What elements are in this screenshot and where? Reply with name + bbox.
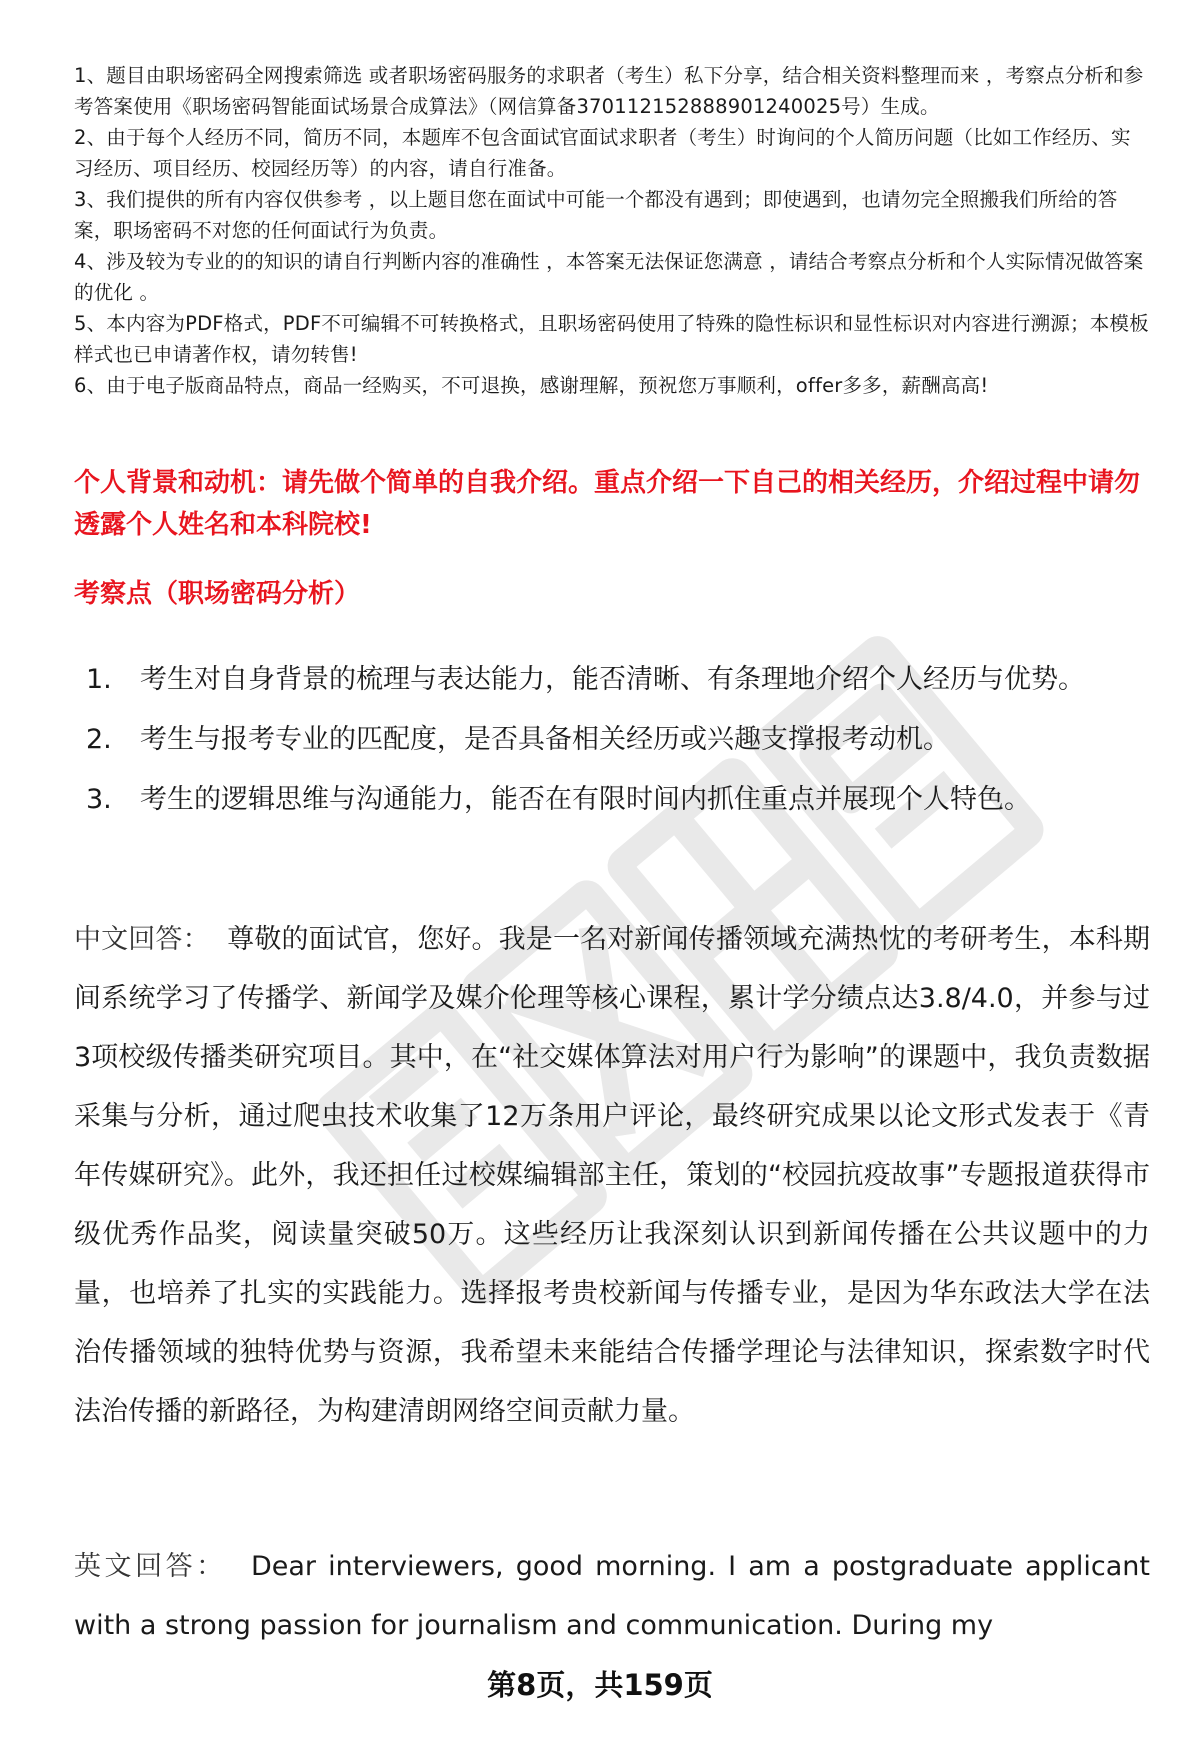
point-text: 考生与报考专业的匹配度，是否具备相关经历或兴趣支撑报考动机。 [140, 724, 950, 755]
point-number: 3. [86, 784, 112, 815]
analysis-point [74, 650, 1150, 710]
disclaimer-item: 1、题目由职场密码全网搜索筛选 或者职场密码服务的求职者（考生）私下分享，结合相关资料整理而来 ，考察点分析和参考答案使用《职场密码智能面试场景合成算法》（网信算备370112152888901240025号）生成。 [74, 64, 1144, 118]
point-text: 考生对自身背景的梳理与表达能力，能否清晰、有条理地介绍个人经历与优势。 [140, 664, 1085, 695]
disclaimer-item: 6、由于电子版商品特点，商品一经购买，不可退换，感谢理解，预祝您万事顺利，offer多多，薪酬高高! [74, 374, 989, 397]
analysis-point [74, 770, 1150, 830]
disclaimer-item: 5、本内容为PDF格式，PDF不可编辑不可转换格式，且职场密码使用了特殊的隐性标识和显性标识对内容进行溯源；本模板样式也已申请著作权，请勿转售! [74, 312, 1149, 366]
disclaimer-item: 2、由于每个人经历不同，简历不同，本题库不包含面试官面试求职者（考生）时询问的个人简历问题（比如工作经历、实习经历、项目经历、校园经历等）的内容，请自行准备。 [74, 126, 1131, 180]
analysis-point [74, 710, 1150, 770]
point-text: 考生的逻辑思维与沟通能力，能否在有限时间内抓住重点并展现个人特色。 [140, 784, 1031, 815]
point-number: 1. [86, 664, 112, 695]
disclaimer-item: 4、涉及较为专业的的知识的请自行判断内容的准确性 ，本答案无法保证您满意 ，请结合考察点分析和个人实际情况做答案的优化 。 [74, 250, 1144, 304]
disclaimer-item: 3、我们提供的所有内容仅供参考 ，以上题目您在面试中可能一个都没有遇到；即使遇到，也请勿完全照搬我们所给的答案，职场密码不对您的任何面试行为负责。 [74, 188, 1118, 242]
english-answer-label: 英文回答： [74, 1551, 227, 1582]
interview-question: 个人背景和动机：请先做个简单的自我介绍。重点介绍一下自己的相关经历，介绍过程中请勿透露个人姓名和本科院校! [74, 468, 1141, 540]
english-answer [74, 1537, 1150, 1655]
chinese-answer-label: 中文回答： [74, 924, 210, 955]
analysis-heading: 考察点（职场密码分析） [74, 579, 361, 609]
disclaimer-list [74, 60, 1150, 401]
analysis-points [74, 650, 1150, 830]
chinese-answer [74, 910, 1150, 1441]
point-number: 2. [86, 724, 112, 755]
chinese-answer-text: 尊敬的面试官，您好。我是一名对新闻传播领域充满热忱的考研考生，本科期间系统学习了传播学、新闻学及媒介伦理等核心课程，累计学分绩点达3.8/4.0，并参与过3项校级传播类研究项目。其中，在“社交媒体算法对用户行为影响”的课题中，我负责数据采集与分析，通过爬虫技术收集了12万条用户评论，最终研究成果以论文形式发表于《青年传媒研究》。此外，我还担任过校媒编辑部主任，策划的“校园抗疫故事”专题报道获得市级优秀作品奖，阅读量突破50万。这些经历让我深刻认识到新闻传播在公共议题中的力量，也培养了扎实的实践能力。选择报考贵校新闻与传播专业，是因为华东政法大学在法治传播领域的独特优势与资源，我希望未来能结合传播学理论与法律知识，探索数字时代法治传播的新路径，为构建清朗网络空间贡献力量。 [74, 924, 1151, 1427]
page-number: 第8页，共159页 [487, 1668, 713, 1702]
english-answer-text: Dear interviewers, good morning. I am a postgraduate applicant with a strong passion for journalism and communication. During my [74, 1551, 1150, 1641]
